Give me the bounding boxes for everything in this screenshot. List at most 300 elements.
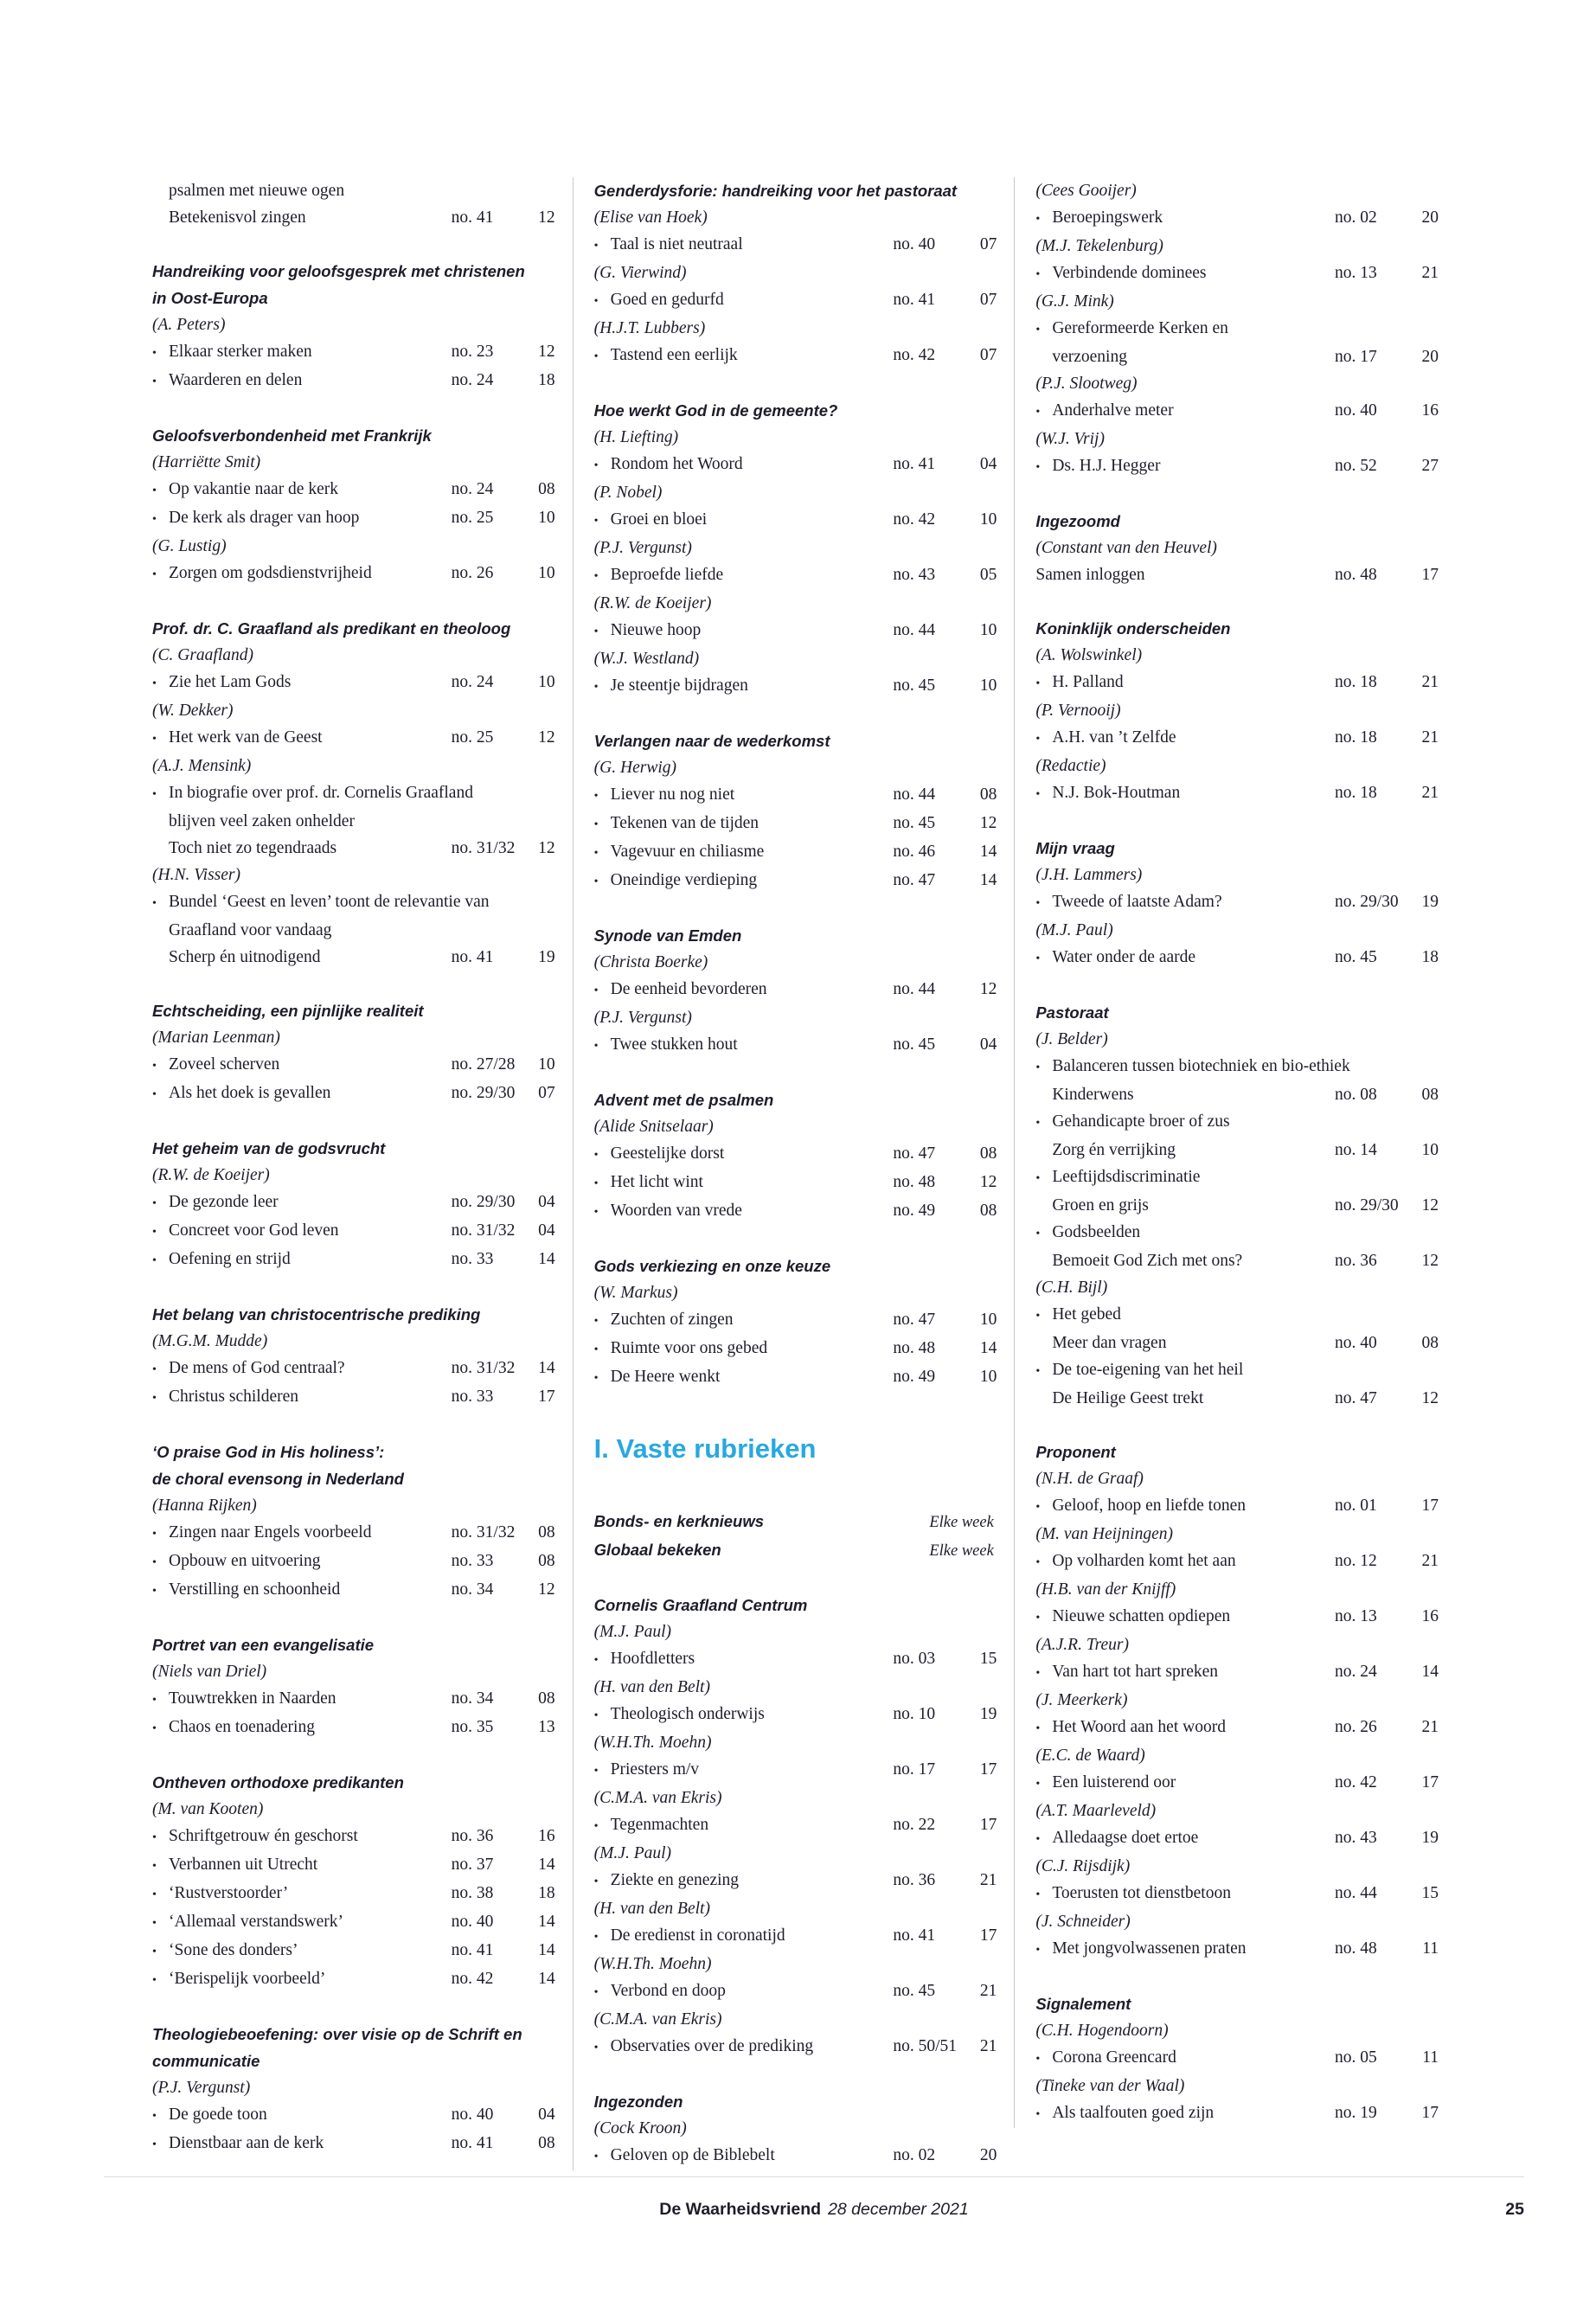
page-number: 10 [979,510,997,529]
page-number: 14 [538,1359,555,1377]
index-entry [152,504,555,533]
issue-number: no. 38 [451,1884,494,1902]
section-gap [152,1108,555,1135]
entry-title: Het werk van de Geest [169,728,323,747]
bullet-icon: • [593,1875,599,1888]
page-number: 17 [979,1926,997,1945]
entry-title: ‘Berispelijk voorbeeld’ [169,1970,326,1988]
author-line [594,645,997,672]
issue-number: no. 48 [893,1173,936,1191]
author-name: (A. Wolswinkel) [1035,646,1143,664]
page-number: 12 [538,839,555,857]
page-number: 17 [538,1388,555,1406]
author-name: (Cees Gooijer) [1035,182,1137,200]
entry-title: Godsbeelden [1052,1223,1141,1241]
page-number: 16 [1421,401,1439,420]
entry-title: Water onder de aarde [1052,948,1196,966]
index-entry [152,669,555,697]
entry-continuation-line [152,944,555,971]
author-name: (N.H. de Graaf) [1035,1470,1144,1488]
rubric-heading [594,1427,997,1471]
entry-title: In biografie over prof. dr. Cornelis Graafland [169,784,473,802]
author-line [1035,917,1439,944]
page-number: 14 [979,871,997,889]
bullet-icon: • [152,1585,157,1598]
entry-title: Anderhalve meter [1052,401,1174,420]
issue-number: no. 48 [893,1339,936,1357]
section-heading [1035,835,1439,862]
bullet-icon: • [1035,1944,1041,1957]
index-entry [1035,1356,1439,1385]
author-line [1035,1274,1439,1301]
page-number: 14 [538,1913,555,1931]
entry-title: A.H. van ’t Zelfde [1052,728,1176,747]
weekly-rubric-entry [594,1536,997,1565]
issue-number: no. 18 [1335,784,1377,802]
author-name: (R.W. de Koeijer) [593,594,712,612]
author-line [152,1658,555,1685]
index-entry [1035,1603,1439,1631]
entry-title: Verstilling en schoonheid [169,1580,341,1599]
page-number: 20 [1421,208,1439,227]
bullet-icon: • [152,1556,157,1569]
author-line [1035,1908,1439,1935]
issue-number: no. 47 [1335,1389,1377,1407]
index-entry [594,1306,997,1335]
entry-title-continued: Scherp én uitnodigend [169,948,321,966]
bullet-icon: • [1035,1172,1041,1185]
issue-number: no. 40 [1335,401,1377,420]
section-heading [594,2088,997,2115]
bullet-icon: • [152,1363,157,1376]
page-number: 12 [538,208,555,227]
index-entry [152,338,555,367]
section-gap [1035,972,1439,999]
section-heading [594,727,997,754]
index-entry [594,976,997,1004]
page-number: 10 [1421,1141,1439,1159]
bullet-icon: • [593,350,599,363]
index-entry [594,1811,997,1840]
bullet-icon: • [593,2041,599,2054]
entry-title: Tweede of laatste Adam? [1052,893,1222,911]
bullet-icon: • [152,1917,157,1930]
index-entry [594,1169,997,1197]
author-name: (R.W. de Koeijer) [152,1166,270,1184]
issue-number: no. 29/30 [1335,1196,1399,1215]
section-heading [594,1086,997,1113]
author-name: (J. Schneider) [1035,1913,1131,1931]
entry-title: Zie het Lam Gods [169,673,292,691]
author-name: (G. Vierwind) [593,264,687,282]
index-entry [594,867,997,895]
entry-title: Beproefde liefde [610,566,724,584]
page-number: 08 [979,1202,997,1220]
entry-title: Toerusten tot dienstbetoon [1052,1884,1231,1902]
entry-title: De eredienst in coronatijd [610,1926,785,1945]
page-number: 17 [979,1816,997,1834]
issue-number: no. 41 [893,1926,936,1945]
section-gap [152,1605,555,1631]
author-name: (C.J. Rijsdijk) [1035,1857,1131,1875]
bullet-icon: • [152,1088,157,1101]
plain-entry [1035,561,1439,588]
index-entry [594,2033,997,2061]
page-number: 07 [538,1084,555,1102]
index-entry [1035,1548,1439,1576]
rubric-title: Bonds- en kerknieuws [593,1512,765,1530]
page-number: 12 [1421,1252,1439,1270]
entry-continuation-line [1035,343,1439,370]
index-entry [1035,724,1439,753]
author-name: (C.H. Bijl) [1035,1279,1108,1297]
index-entry [594,838,997,867]
index-entry [1035,1219,1439,1247]
issue-number: no. 40 [893,235,936,253]
issue-number: no. 49 [893,1202,936,1220]
index-entry [594,286,997,315]
section-heading [594,397,997,424]
bullet-icon: • [593,790,599,803]
entry-title-continued: Betekenisvol zingen [169,208,306,227]
author-line [1035,1631,1439,1658]
entry-title: Balanceren tussen biotechniek en bio-ethiek [1052,1057,1350,1075]
issue-number: no. 41 [451,948,494,966]
heading-text: Genderdysforie: handreiking voor het pastoraat [593,182,958,200]
bullet-icon: • [593,847,599,860]
entry-continuation-line [1035,1081,1439,1108]
author-name: (C.M.A. van Ekris) [593,2010,722,2029]
page-number: 21 [979,1982,997,2000]
entry-title: Zingen naar Engels voorbeeld [169,1523,372,1541]
index-entry [594,342,997,370]
author-line [1035,288,1439,315]
entry-title: Dienstbaar aan de kerk [169,2134,324,2152]
index-entry [594,1335,997,1363]
bullet-icon: • [1035,1888,1041,1901]
issue-number: no. 23 [451,343,494,361]
index-entry [152,1355,555,1383]
entry-title: Nieuwe hoop [610,621,702,639]
entry-title: De kerk als drager van hoop [169,509,360,527]
author-line [1035,1576,1439,1603]
page-number: 08 [538,1689,555,1708]
heading-text: Cornelis Graafland Centrum [593,1596,808,1614]
index-entry [594,1363,997,1392]
heading-text: Ingezoomd [1035,512,1120,530]
section-gap [594,1226,997,1253]
author-name: (Elise van Hoek) [593,208,708,227]
issue-number: no. 44 [893,980,936,998]
bullet-icon: • [593,1709,599,1722]
issue-number: no. 17 [1335,348,1377,366]
index-entry [1035,1108,1439,1137]
section-gap [152,1994,555,2021]
author-name: (Alide Snitselaar) [593,1118,714,1136]
entry-title: Verbindende dominees [1052,264,1207,282]
author-name: (A.J.R. Treur) [1035,1636,1129,1654]
issue-number: no. 48 [1335,1939,1377,1958]
bullet-icon: • [152,347,157,360]
issue-number: no. 49 [893,1368,936,1386]
page-number: 21 [979,2037,997,2055]
section-heading [152,1631,555,1658]
author-line [594,1785,997,1811]
entry-title: Verbond en doop [610,1982,726,2000]
author-line [152,311,555,338]
heading-text: ‘O praise God in His holiness’: [152,1443,385,1461]
index-entry [1035,315,1439,343]
entry-title: Op volharden komt het aan [1052,1552,1236,1570]
bullet-icon: • [1035,268,1041,281]
author-name: (H.B. van der Knijff) [1035,1580,1176,1599]
author-line [152,753,555,779]
entry-title: Tekenen van de tijden [610,814,760,832]
entry-title: Schriftgetrouw én geschorst [169,1827,358,1845]
author-name: (A.T. Maarleveld) [1035,1802,1157,1820]
author-line [1035,233,1439,260]
issue-number: no. 26 [451,564,494,582]
author-line [594,590,997,617]
bullet-icon: • [1035,2108,1041,2121]
section-gap [152,971,555,997]
entry-title: Zoveel scherven [169,1055,280,1074]
index-entry [594,617,997,645]
entry-title: ‘Rustverstoorder’ [169,1884,289,1902]
issue-number: no. 29/30 [451,1084,516,1102]
author-line [594,535,997,561]
author-name: (Constant van den Heuvel) [1035,539,1217,557]
author-line [152,1328,555,1355]
index-entry [152,1714,555,1742]
issue-number: no. 52 [1335,457,1377,475]
section-gap [1035,481,1439,508]
issue-number: no. 05 [1335,2048,1377,2067]
section-heading [152,997,555,1024]
entry-title: Christus schilderen [169,1388,299,1406]
author-name: (G. Lustig) [152,537,227,555]
author-name: (W. Markus) [593,1284,678,1302]
author-line [152,1796,555,1823]
bullet-icon: • [593,818,599,831]
author-line [1035,370,1439,397]
bullet-icon: • [152,375,157,388]
entry-title: Taal is niet neutraal [610,235,743,253]
entry-title: Als taalfouten goed zijn [1052,2104,1215,2122]
bullet-icon: • [593,1372,599,1385]
author-line [1035,1521,1439,1548]
issue-number: no. 43 [893,566,936,584]
page-number: 21 [1421,728,1439,747]
page-number: 21 [1421,1718,1439,1736]
section-heading [152,1439,555,1465]
issue-number: no. 40 [451,1913,494,1931]
issue-number: no. 31/32 [451,1221,516,1240]
page-number: 15 [979,1650,997,1668]
entry-title-continued: Graafland voor vandaag [169,921,332,939]
entry-title: Concreet voor God leven [169,1221,339,1240]
page-number: 08 [538,480,555,498]
index-entry [594,1977,997,2006]
bullet-icon: • [1035,1667,1041,1680]
issue-number: no. 26 [1335,1718,1377,1736]
bullet-icon: • [152,1888,157,1901]
issue-number: no. 44 [893,785,936,804]
author-name: (P.J. Vergunst) [593,539,692,557]
author-name: (H.J.T. Lubbers) [593,319,706,337]
entry-title: Goed en gedurfd [610,291,724,309]
issue-number: no. 36 [893,1871,936,1889]
heading-text: Koninklijk onderscheiden [1035,619,1231,638]
author-line [1035,535,1439,561]
author-name: (Redactie) [1035,757,1106,775]
index-column-2 [573,177,1015,2170]
bullet-icon: • [1035,1061,1041,1074]
author-name: (H. Liefting) [593,428,679,446]
entry-title: Geloven op de Biblebelt [610,2146,775,2164]
author-name: (J. Meerkerk) [1035,1691,1128,1709]
page-number: 18 [538,1884,555,1902]
entry-continuation-line [1035,1330,1439,1356]
bullet-icon: • [152,1945,157,1958]
author-name: (P.J. Slootweg) [1035,375,1138,393]
author-line [1035,2073,1439,2099]
issue-number: no. 33 [451,1552,494,1570]
entry-title-continued: blijven veel zaken onhelder [169,812,355,830]
entry-title: Oefening en strijd [169,1250,291,1268]
heading-text: Verlangen naar de wederkomst [593,732,830,750]
entry-title: ‘Allemaal verstandswerk’ [169,1913,343,1931]
bullet-icon: • [152,1392,157,1405]
page-number: 17 [1421,566,1439,584]
section-gap [152,588,555,615]
page-number: 07 [979,291,997,309]
entry-title: Geestelijke dorst [610,1144,725,1163]
author-line [594,479,997,506]
author-line [1035,862,1439,888]
issue-number: no. 24 [451,371,494,389]
index-entry [594,1031,997,1060]
issue-number: no. 17 [893,1760,936,1779]
heading-text: Pastoraat [1035,1003,1109,1022]
issue-number: no. 18 [1335,673,1377,691]
issue-number: no. 29/30 [1335,893,1399,911]
entry-title-continued: Bemoeit God Zich met ons? [1052,1252,1243,1270]
author-line [152,1024,555,1051]
bullet-icon: • [152,2110,157,2123]
index-entry [1035,397,1439,426]
index-entry [152,1189,555,1217]
section-gap [594,1481,997,1508]
author-line [1035,1465,1439,1492]
index-entry [152,1051,555,1080]
entry-title: Zuchten of zingen [610,1311,734,1329]
bullet-icon: • [593,1654,599,1667]
page-number: 05 [979,566,997,584]
heading-text: Hoe werkt God in de gemeente? [593,401,838,420]
author-line [1035,1742,1439,1769]
index-entry [152,367,555,395]
entry-title: Liever nu nog niet [610,785,735,804]
issue-number: no. 41 [451,2134,494,2152]
issue-number: no. 31/32 [451,839,516,857]
author-line [594,1895,997,1922]
heading-text: Echtscheiding, een pijnlijke realiteit [152,1002,424,1020]
entry-title: Op vakantie naar de kerk [169,480,338,498]
entry-continuation-line [152,808,555,835]
index-entry [594,231,997,260]
section-gap [594,895,997,922]
section-heading [152,615,555,642]
bullet-icon: • [152,513,157,526]
bullet-icon: • [1035,406,1041,419]
index-entry [1035,1714,1439,1742]
author-line [1035,1798,1439,1824]
entry-title: Het gebed [1052,1305,1121,1324]
issue-number: no. 14 [1335,1141,1377,1159]
issue-number: no. 02 [893,2146,936,2164]
section-heading [152,1769,555,1796]
entry-title: Opbouw en uitvoering [169,1552,321,1570]
entry-title: De Heere wenkt [610,1368,721,1386]
page-number: 17 [1421,1773,1439,1791]
heading-text: de choral evensong in Nederland [152,1470,404,1488]
section-heading [1035,508,1439,535]
bullet-icon: • [593,984,599,997]
index-entry [594,2142,997,2170]
index-entry [152,1080,555,1108]
entry-title: Theologisch onderwijs [610,1705,765,1723]
entry-title: Gereformeerde Kerken en [1052,319,1228,337]
page-number: 19 [1421,893,1439,911]
issue-number: no. 31/32 [451,1359,516,1377]
bullet-icon: • [1035,1612,1041,1625]
index-entry [1035,1769,1439,1798]
page-number: 07 [979,235,997,253]
author-line [1035,177,1439,204]
index-entry [1035,2044,1439,2073]
index-entry [1035,1492,1439,1521]
page-number: 11 [1422,1939,1439,1958]
bullet-icon: • [1035,2053,1041,2066]
bullet-icon: • [152,1197,157,1210]
index-entry [594,1140,997,1169]
index-column-3 [1014,177,1456,2128]
author-name: (H.N. Visser) [152,866,241,884]
author-name: (M.J. Paul) [593,1844,672,1862]
bullet-icon: • [1035,1722,1041,1735]
heading-text: communicatie [152,2052,260,2070]
author-line [1035,753,1439,779]
issue-number: no. 47 [893,1144,936,1163]
heading-text: Mijn vraag [1035,839,1115,857]
index-entry [594,672,997,701]
section-gap [594,1392,997,1419]
author-line [152,642,555,669]
section-gap [152,1274,555,1301]
author-line [594,1840,997,1867]
index-entry [594,1922,997,1951]
entry-title: Met jongvolwassenen praten [1052,1939,1247,1958]
page-number: 18 [1421,948,1439,966]
heading-text: Het belang van christocentrische prediking [152,1305,481,1324]
bullet-icon: • [152,1060,157,1073]
index-entry [152,724,555,753]
bullet-icon: • [593,2150,599,2163]
section-heading [1035,999,1439,1026]
author-line [1035,697,1439,724]
bullet-icon: • [593,1820,599,1833]
